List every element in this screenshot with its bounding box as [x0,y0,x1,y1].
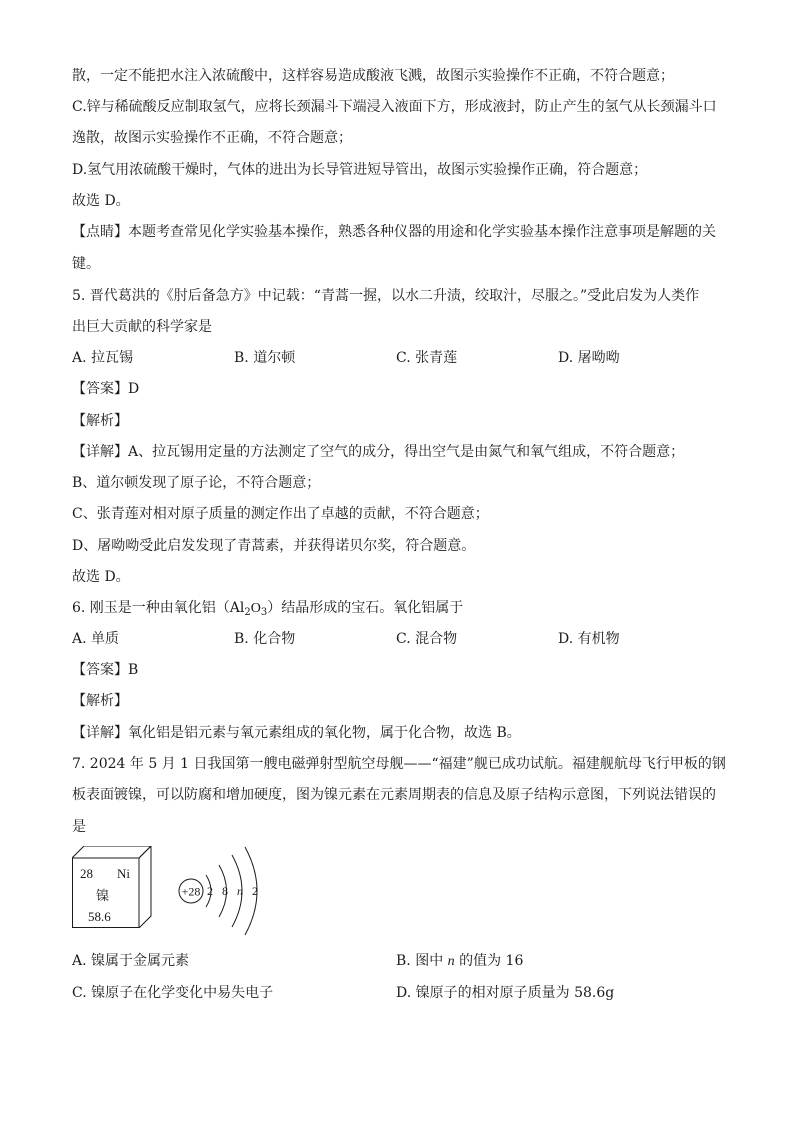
question-6-analysis-label: 【解析】 [72,693,128,709]
text-line: 键。 [72,256,100,272]
tip-line: 【点睛】本题考查常见化学实验基本操作，熟悉各种仪器的用途和化学实验基本操作注意事项是解题的关 [72,224,716,240]
variable-n: n [447,954,455,969]
question-6-detail: 【详解】氧化铝是铝元素与氧元素组成的氧化物，属于化合物，故选 B。 [72,725,521,741]
nuclear-charge: +28 [181,884,201,899]
question-5-option-c: C. 张青莲 [396,350,458,366]
stem-part: 6. 刚玉是一种由氧化铝（Al [72,600,245,616]
question-5-detail: 【详解】A、拉瓦锡用定量的方法测定了空气的成分，得出空气是由氮气和氧气组成，不符合题意； [72,444,685,460]
stem-part: O [250,601,261,616]
question-5-analysis-label: 【解析】 [72,413,128,429]
shell-electron-count: 2 [207,884,213,898]
text-line: C.锌与稀硫酸反应制取氢气，应将长颈漏斗下端浸入液面下方，形成液封，防止产生的氢气从长颈漏斗口 [72,99,717,115]
question-6-stem [72,598,463,623]
question-6-option-d: D. 有机物 [558,631,620,647]
question-6-option-c: C. 混合物 [396,631,458,647]
question-6-option-a: A. 单质 [72,631,120,647]
text-line: 逸散，故图示实验操作不正确，不符合题意； [72,130,352,146]
atom-structure-diagram [172,845,272,937]
atomic-mass: 58.6 [88,909,111,924]
text-line: 故选 D。 [72,193,130,209]
question-5-stem: 5. 晋代葛洪的《肘后备急方》中记载：“青蒿一握，以水二升渍，绞取汁，尽服之。”受此启发为人类作 [72,288,700,304]
question-5-option-d: D. 屠呦呦 [558,350,620,366]
question-7-stem: 是 [72,819,86,835]
atomic-number: 28 [80,866,93,881]
text-line: D.氢气用浓硫酸干燥时，气体的进出为长导管进短导管出，故图示实验操作正确，符合题意； [72,162,648,178]
question-5-detail: C、张青莲对相对原子质量的测定作出了卓越的贡献，不符合题意； [72,506,489,522]
question-5-detail: D、屠呦呦受此启发发现了青蒿素，并获得诺贝尔奖，符合题意。 [72,538,476,554]
question-7-option-a: A. 镍属于金属元素 [72,953,190,969]
subscript: 3 [260,607,268,618]
option-text: B. 图中 [396,953,448,969]
question-7-stem: 板表面镀镍，可以防腐和增加硬度，图为镍元素在元素周期表的信息及原子结构示意图，下列说法错误的 [72,787,716,803]
shell-electron-count: 8 [222,884,228,898]
shell-electron-count: n [237,884,243,898]
question-5-answer: 【答案】D [72,381,140,397]
question-5-option-a: A. 拉瓦锡 [72,350,134,366]
question-5-stem: 出巨大贡献的科学家是 [72,319,212,335]
question-7-option-b [396,951,523,972]
question-5-detail: B、道尔顿发现了原子论，不符合题意； [72,475,321,491]
element-name: 镍 [96,889,110,904]
periodic-table-cell [72,846,152,928]
question-7-option-d: D. 镍原子的相对原子质量为 58.6g [396,985,615,1001]
question-6-option-b: B. 化合物 [234,631,296,647]
question-5-option-b: B. 道尔顿 [234,350,296,366]
question-7-option-c: C. 镍原子在化学变化中易失电子 [72,985,274,1001]
option-text: 的值为 16 [454,953,524,969]
subscript: 2 [244,607,251,618]
question-7-stem: 7. 2024 年 5 月 1 日我国第一艘电磁弹射型航空母舰——“福建”舰已成功试航。福建舰航母飞行甲板的钢 [72,756,726,772]
text-line: 散，一定不能把水注入浓硫酸中，这样容易造成酸液飞溅，故图示实验操作不正确，不符合题意； [72,68,674,84]
shell-electron-count: 2 [252,884,258,898]
question-5-conclusion: 故选 D。 [72,569,130,585]
stem-part: ）结晶形成的宝石。氧化铝属于 [267,600,464,616]
element-symbol: Ni [117,866,130,881]
question-6-answer: 【答案】B [72,662,139,678]
